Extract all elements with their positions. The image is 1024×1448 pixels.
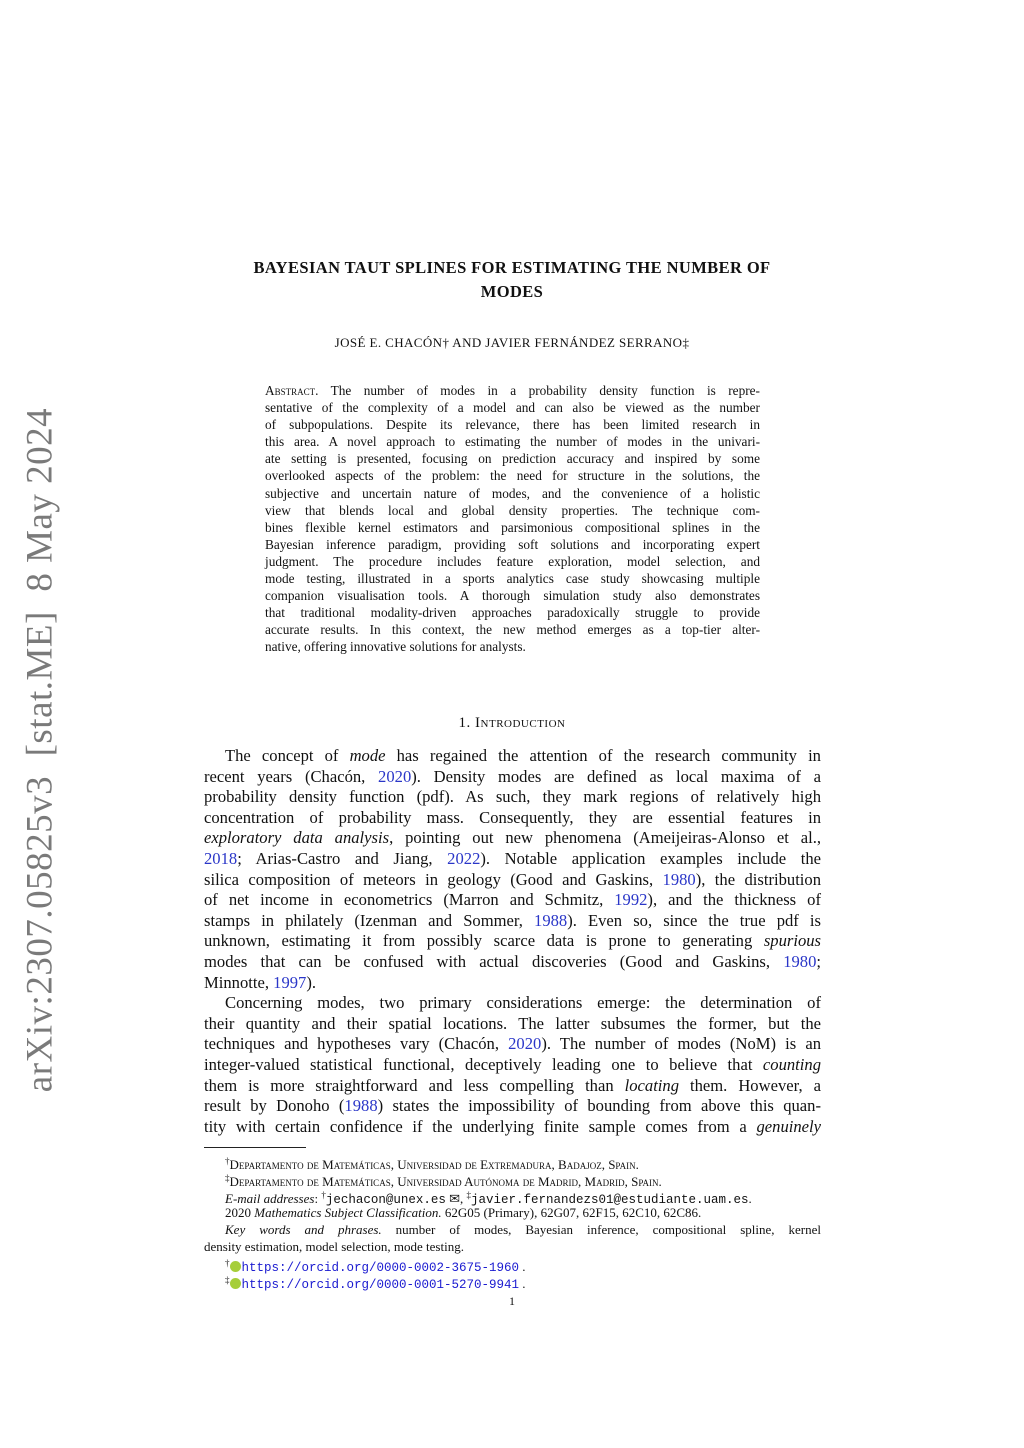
text-span: ), and the thickness of bbox=[647, 890, 821, 910]
text-span: ‡ bbox=[225, 1275, 230, 1285]
body-text bbox=[204, 746, 821, 1137]
orcid-icon[interactable] bbox=[230, 1278, 241, 1289]
abstract-line bbox=[265, 604, 760, 621]
abstract-line bbox=[265, 416, 760, 433]
text-span: them is more straightforward and less compelling than bbox=[204, 1075, 625, 1095]
text-span: genuinely bbox=[756, 1116, 821, 1136]
abstract-line bbox=[265, 382, 760, 399]
text-span: ). bbox=[306, 972, 317, 992]
abstract-line bbox=[265, 433, 760, 450]
text-span: † bbox=[225, 1156, 230, 1166]
text-span: ). Even so, since the true pdf is bbox=[567, 910, 821, 930]
body-line bbox=[204, 746, 821, 767]
text-span: ‡ bbox=[466, 1190, 471, 1200]
abstract-line bbox=[265, 485, 760, 502]
text-span: accurate results. In this context, the new method emerges as a top-tier alter- bbox=[265, 622, 760, 638]
body-line bbox=[204, 870, 821, 891]
text-span: techniques and hypotheses vary (Chacón, bbox=[204, 1034, 509, 1054]
text-span: ). Notable application examples include the bbox=[480, 848, 822, 868]
text-span: that traditional modality-driven approaches paradoxically struggle to provide bbox=[265, 605, 760, 621]
abstract-line bbox=[265, 570, 760, 587]
text-span: The concept of bbox=[225, 746, 350, 765]
citation-link[interactable]: 1997 bbox=[273, 972, 307, 992]
text-span: 2020 bbox=[225, 1205, 255, 1220]
text-span: ). Density modes are defined as local maxima of a bbox=[411, 766, 821, 786]
authors: JOSÉ E. CHACÓN† AND JAVIER FERNÁNDEZ SERRANO‡ bbox=[334, 335, 690, 350]
text-span: mode testing, illustrated in a sports analytics case study showcasing multiple bbox=[265, 571, 760, 587]
text-span: of net income in econometrics (Marron and Schmitz, bbox=[204, 890, 615, 910]
text-span: unknown, estimating it from possibly scarce data is prone to generating bbox=[204, 931, 764, 951]
text-span: , pointing out new phenomena (Ameijeiras-Alonso et al., bbox=[389, 828, 821, 848]
text-span: of subpopulations. Despite its relevance, there has been limited research in bbox=[265, 417, 760, 433]
body-line bbox=[204, 911, 821, 932]
footnotes-line bbox=[204, 1153, 821, 1170]
body-line bbox=[204, 1117, 821, 1138]
citation-link[interactable]: 1980 bbox=[662, 869, 696, 889]
citation-link[interactable]: 1980 bbox=[783, 951, 817, 971]
citation-link[interactable]: 1988 bbox=[344, 1096, 378, 1116]
text-span: modes that can be confused with actual discoveries (Good and Gaskins, bbox=[204, 951, 784, 971]
citation-link[interactable]: 2020 bbox=[378, 766, 412, 786]
text-span: Departamento de Matemáticas, Universidad de Extremadura, Badajoz, Spain. bbox=[229, 1157, 639, 1172]
text-span: number of modes, Bayesian inference, compositional spline, kernel bbox=[381, 1222, 821, 1237]
text-span: bines flexible kernel estimators and parsimonious compositional splines in the bbox=[265, 519, 760, 535]
body-line bbox=[204, 993, 821, 1014]
footnotes-line bbox=[204, 1272, 821, 1292]
text-span: companion visualisation tools. A thorough simulation study also demonstrates bbox=[265, 588, 760, 604]
abstract-line bbox=[265, 519, 760, 536]
footnotes-line bbox=[204, 1255, 821, 1275]
citation-link[interactable]: 1992 bbox=[614, 890, 648, 910]
text-span: ) states the impossibility of bounding from above this quan- bbox=[377, 1096, 821, 1116]
footnotes bbox=[204, 1153, 821, 1292]
text-span: Mathematics Subject Classification. bbox=[254, 1205, 442, 1220]
page-number: 1 bbox=[509, 1294, 515, 1308]
text-span: The number of modes in a probability density function is repre- bbox=[318, 383, 760, 398]
text-span: counting bbox=[762, 1054, 821, 1074]
text-span: locating bbox=[624, 1075, 680, 1095]
text-span: : bbox=[314, 1191, 322, 1206]
text-span: recent years (Chacón, bbox=[204, 766, 379, 786]
text-span: subjective and uncertain nature of modes, and the convenience of a holistic bbox=[265, 485, 760, 501]
text-span: their quantity and their spatial locations. The latter subsumes the former, but the bbox=[204, 1013, 821, 1033]
body-line bbox=[204, 1034, 821, 1055]
text-span: ; Arias-Castro and Jiang, bbox=[237, 848, 448, 868]
text-span: ), the distribution bbox=[695, 869, 822, 889]
text-span: . bbox=[519, 1276, 526, 1291]
section-heading: 1. Introduction bbox=[458, 715, 566, 731]
footnotes-line bbox=[204, 1170, 821, 1187]
text-span: them. However, a bbox=[679, 1075, 821, 1095]
text-span: E-mail addresses bbox=[225, 1191, 315, 1206]
text-span: ‡ bbox=[225, 1173, 230, 1183]
footnotes-line bbox=[204, 1238, 821, 1255]
text-span: Bayesian inference paradigm, providing soft solutions and incorporating expert bbox=[265, 536, 760, 552]
body-line bbox=[204, 890, 821, 911]
text-span: probability density function (pdf). As such, they mark regions of relatively high bbox=[204, 787, 821, 807]
footnotes-line bbox=[204, 1187, 821, 1207]
text-span: judgment. The procedure includes feature exploration, model selection, and bbox=[265, 553, 760, 569]
footnote-rule bbox=[204, 1147, 306, 1148]
body-line bbox=[204, 952, 821, 973]
text-span: view that blends local and global density properties. The technique com- bbox=[265, 502, 760, 518]
abstract-line bbox=[265, 587, 760, 604]
text-span: ; bbox=[816, 951, 821, 971]
text-span: integer-valued statistical functional, deceptively leading one to believe that bbox=[204, 1054, 763, 1074]
citation-link[interactable]: 2018 bbox=[204, 848, 238, 868]
text-span: exploratory data analysis bbox=[204, 828, 390, 848]
text-span: has regained the attention of the research community in bbox=[385, 746, 821, 765]
text-span: stamps in philately (Izenman and Sommer, bbox=[204, 910, 535, 930]
body-line bbox=[204, 931, 821, 952]
body-line bbox=[204, 787, 821, 808]
text-span: Abstract. bbox=[265, 383, 319, 398]
body-line bbox=[204, 1014, 821, 1035]
abstract-line bbox=[265, 638, 760, 655]
abstract-line bbox=[265, 399, 760, 416]
abstract-line bbox=[265, 450, 760, 467]
text-span: density estimation, model selection, mode testing. bbox=[204, 1239, 464, 1254]
body-line bbox=[204, 767, 821, 788]
text-span: mode bbox=[349, 746, 386, 765]
orcid-icon[interactable] bbox=[230, 1261, 241, 1272]
arxiv-stamp: arXiv:2307.05825v3 [stat.ME] 8 May 2024 bbox=[19, 407, 61, 1093]
text-span: javier.fernandezs01@estudiante.uam.es bbox=[471, 1193, 749, 1207]
text-span: Departamento de Matemáticas, Universidad Autónoma de Madrid, Madrid, Spain. bbox=[229, 1174, 662, 1189]
text-span: concentration of probability mass. Consequently, they are essential features in bbox=[204, 807, 821, 827]
text-span: sentative of the complexity of a model and can also be viewed as the number bbox=[265, 400, 760, 416]
body-line bbox=[204, 849, 821, 870]
body-line bbox=[204, 828, 821, 849]
text-span: . bbox=[519, 1259, 526, 1274]
text-span: ). The number of modes (NoM) is an bbox=[541, 1034, 821, 1054]
orcid-link[interactable]: https://orcid.org/0000-0002-3675-1960 bbox=[241, 1261, 520, 1275]
text-span: result by Donoho ( bbox=[204, 1096, 345, 1116]
orcid-link[interactable]: https://orcid.org/0000-0001-5270-9941 bbox=[241, 1278, 520, 1292]
body-line bbox=[204, 973, 821, 994]
text-span: silica composition of meteors in geology (Good and Gaskins, bbox=[204, 869, 663, 889]
paper-title-line-2: MODES bbox=[480, 282, 544, 301]
text-span: jechacon@unex.es bbox=[325, 1193, 446, 1207]
abstract-line bbox=[265, 536, 760, 553]
text-span: overlooked aspects of the problem: the need for structure in the solutions, the bbox=[265, 468, 760, 484]
abstract-line bbox=[265, 553, 760, 570]
text-span: Minnotte, bbox=[204, 972, 274, 992]
abstract-line bbox=[265, 621, 760, 638]
footnotes-line bbox=[204, 1221, 821, 1238]
body-line bbox=[204, 1055, 821, 1076]
citation-link[interactable]: 2020 bbox=[508, 1034, 542, 1054]
text-span: † bbox=[225, 1258, 230, 1268]
text-span: Concerning modes, two primary considerations emerge: the determination of bbox=[225, 993, 821, 1013]
text-span: tity with certain confidence if the underlying finite sample comes from a bbox=[204, 1116, 757, 1136]
text-span: ✉, bbox=[445, 1191, 467, 1206]
body-line bbox=[204, 808, 821, 829]
text-span: ate setting is presented, focusing on prediction accuracy and inspired by some bbox=[265, 451, 760, 467]
text-span: 62G05 (Primary), 62G07, 62F15, 62C10, 62C86. bbox=[441, 1205, 702, 1220]
paper-title-line-1: BAYESIAN TAUT SPLINES FOR ESTIMATING THE NUMBER OF bbox=[253, 258, 771, 277]
citation-link[interactable]: 2022 bbox=[447, 848, 481, 868]
text-span: . bbox=[748, 1191, 752, 1206]
text-span: this area. A novel approach to estimating the number of modes in the univari- bbox=[265, 434, 760, 450]
citation-link[interactable]: 1988 bbox=[534, 910, 568, 930]
text-span: † bbox=[321, 1190, 326, 1200]
text-span: native, offering innovative solutions for analysts. bbox=[265, 639, 526, 655]
text-span: spurious bbox=[763, 931, 821, 951]
body-line bbox=[204, 1096, 821, 1117]
body-line bbox=[204, 1076, 821, 1097]
abstract bbox=[265, 382, 760, 656]
abstract-line bbox=[265, 467, 760, 484]
text-span: Key words and phrases. bbox=[225, 1222, 382, 1237]
abstract-line bbox=[265, 502, 760, 519]
